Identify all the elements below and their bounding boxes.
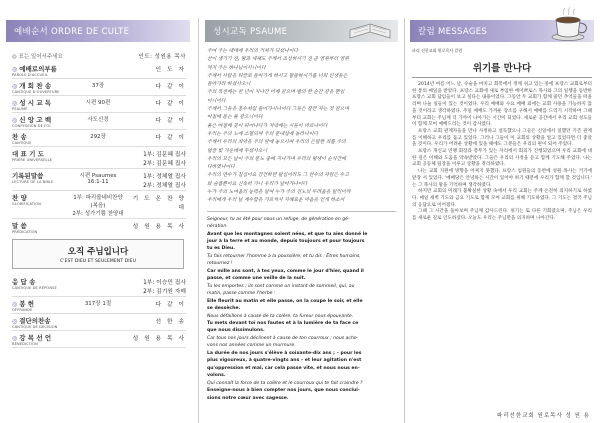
row-title: 찬 양 bbox=[12, 194, 27, 202]
message-paragraph: 프랑스 교회 관계자들을 만나 사정하고 설득했으나 그들은 신일에서 일했던 기존 관계를 이해하고 우리를 돕고 있었다. 그러나 그들이 이 교회의 상황을 알고 있었다면 더 좋았을 것이다. 우리가 어려운 상황에 있을 때에도 그분들은 우리의 편이 되어 주었다. bbox=[412, 128, 592, 148]
row-label-cell bbox=[12, 132, 72, 145]
signature: 파리선한교회 원로목사 성 원 용 bbox=[496, 413, 590, 419]
psalm-french-line: La durée de nos jours s'élève à soixante-dix ans ; – pour les bbox=[207, 350, 362, 356]
psalm-french-line: vons nos années comme un murmure. bbox=[207, 343, 296, 349]
psalm-korean-line: 주의 목전에는 천 년이 지나간 어제 같으며 밤의 한 순간 같을 뿐임 bbox=[207, 90, 345, 96]
row-detail: 사도신경 bbox=[87, 117, 109, 123]
psalm-french-line: matin, passe comme l'herbe : bbox=[207, 291, 276, 297]
row-leader: 다 같 이 bbox=[155, 118, 186, 124]
worship-list bbox=[0, 42, 196, 235]
standing-bullet-icon: ◎ bbox=[12, 66, 18, 73]
psalm-french-line: Nous défaillons à cause de ta colère, ta fureur nous épouvante. bbox=[207, 313, 354, 319]
row-leader: 다 같 이 bbox=[155, 84, 186, 90]
sermon-row bbox=[12, 219, 186, 235]
message-paragraph: 하지만 교회의 미래가 불확실한 상황 속에서 우리 교회는 주께 온전히 의지하기로 하였다. 매일 새벽 기도와 금요 기도로 함께 모여 교회를 위해 기도하였다. 그 기도는 결국 주님의 응답으로 이어졌다. bbox=[412, 189, 592, 208]
psalm-korean-line: 주께서 사람을 티끌로 돌아가게 하시고 말씀하시기를 너희 인생들은 bbox=[207, 73, 348, 79]
sermon-label-cell bbox=[12, 221, 72, 234]
row-label-cell bbox=[12, 299, 72, 312]
standing-bullet-icon: ◎ bbox=[12, 318, 18, 325]
message-banner bbox=[410, 20, 594, 42]
worship-row bbox=[12, 314, 186, 331]
message-paragraph: 2014년 여름 어느 날, 수술을 마치고 회복에서 정께 쉬고 있는 중에 프랑스 교회로부터 한 통의 메일을 받았다. 프랑스 교회에 새로 부임한 에이쁘로스 목사와 그의 일행을 동반한 프랑스 교회 담임들이 보고 싶다는 내용이었다. 그동안 두 교회가 함께 쓸던 추억들을 떠올리며 나눌 일들이 있는 것이었다. 우리 예배와 수요 예배 외에는 교회 사용을 가능하지 않을 것이라고 생각하였다. 주일 예배도 가까운 장소를 구해서 예배를 드리기 시작하여 그때부터 교회는 주님께 더 가까이 나아가는 시간이 되었다. 새로운 공간에서 우리 교회 성도들이 함께 모여 예배드리는 것이 감사였다. bbox=[412, 82, 592, 128]
standing-bullet-icon: ◎ bbox=[12, 100, 18, 107]
worship-banner-title: 예배순서 ORDRE DE CULTE bbox=[14, 27, 130, 37]
row-detail: 292장 bbox=[90, 134, 106, 140]
standing-note: ◎ 표는 일어서주세요 bbox=[12, 54, 63, 60]
row-leader: 1부: 이승민 집사 2부: 김기원 자매 bbox=[143, 280, 186, 295]
worship-row bbox=[12, 147, 186, 169]
psalm-korean-line: 산이 생기기 전, 땅과 세계도 주께서 조성하시기 전 곧 영원부터 영원 bbox=[207, 57, 349, 63]
row-label-cell bbox=[12, 115, 72, 128]
psalm-korean-line: 풀은 아침에 꽃이 피어나다가 저녁에는 시들어 마르나이다 bbox=[207, 123, 328, 129]
row-label-cell bbox=[12, 277, 72, 290]
psalm-korean-line: 얼굴 빛 가운데에 두셨사오니 bbox=[207, 148, 268, 154]
message-column bbox=[404, 0, 600, 423]
row-title: 결단의찬송 bbox=[19, 317, 51, 325]
row-leader: 다 같 이 bbox=[155, 135, 186, 141]
row-subtitle: PRIÈRE UNIVERSELLE bbox=[12, 158, 53, 162]
row-title: 기록된말씀 bbox=[12, 172, 44, 180]
psalm-korean-text bbox=[199, 42, 404, 206]
worship-row bbox=[12, 62, 186, 79]
row-title: 개 회 찬 송 bbox=[19, 82, 52, 90]
psalm-korean-line: 와 슬픔뿐이요 신속히 가니 우리가 날아가나이다 bbox=[207, 181, 308, 187]
worship-row bbox=[12, 96, 186, 113]
psalm-french-text bbox=[207, 211, 396, 402]
worship-banner bbox=[6, 20, 190, 42]
psalm-french-line: Car tous nos jours déclinent à cause de ton courroux ; nous ache- bbox=[207, 335, 359, 341]
row-title: 신 앙 고 백 bbox=[19, 116, 52, 124]
message-paragraph: 나는 교회 지원에 방향을 어찌지 못했다. 프랑스 임원들의 동반에 성원 목사는 거기에 앞장 서 있었다. '예배당은 안녕하는 시간이 있어야 하기 때문에 우리가 함께 할 것입니다.' 는 그 목사의 말을 기억하며 생각하였다. bbox=[412, 169, 592, 188]
sermon-title-french: C'EST DIEU ET SEULEMENT DIEU bbox=[60, 259, 136, 264]
row-subtitle: BÉNÉDICTION bbox=[12, 342, 38, 346]
psalm-korean-line: 다하였나이다 bbox=[207, 165, 235, 171]
row-label-cell bbox=[12, 316, 72, 329]
message-paragraph: 그때 그 시간을 돌아보며 주님께 감사드린다. 위기는 또 다른 기회였으며, 주님은 우리를 새로운 길로 인도하셨다. 오늘도 우리는 주님만을 의지하며 나아간다. bbox=[412, 209, 592, 222]
psalm-french-line: plus vigoureux, à quatre-vingts ans – et leur agitation n'est bbox=[207, 358, 362, 364]
psalm-banner bbox=[205, 20, 398, 42]
row-label-cell bbox=[12, 149, 72, 162]
row-title: 예배로의부름 bbox=[19, 65, 57, 73]
message-header: 파리 선한교회 원로목사 칼럼 bbox=[412, 48, 463, 53]
psalm-french-line: Seigneur, tu as été pour nous un refuge, de génération en gé- bbox=[207, 216, 350, 222]
sermon-title-korean: 오직 주님입니다 bbox=[67, 247, 129, 257]
worship-list-part2 bbox=[0, 273, 196, 348]
row-label-cell bbox=[12, 171, 72, 184]
psalm-french-line: Avant que les montagnes soient nées, et que tu aies donné le bbox=[207, 231, 368, 237]
row-leader: 기 도 온 찬 양 대 bbox=[132, 196, 186, 211]
row-label-cell bbox=[12, 98, 72, 111]
psalm-french-line: Tu fais retourner l'homme à la poussière, et tu dis : Êtres humains, bbox=[207, 253, 361, 259]
row-title: 찬 송 bbox=[12, 133, 27, 141]
psalm-korean-line: 주께서 그들을 홍수처럼 쓸어가시나이다 그들은 잠깐 자는 것 같으며 bbox=[207, 107, 349, 113]
psalm-french-line: Tu les emportes ; ils sont comme un instant de sommeil, qui, au bbox=[207, 283, 355, 289]
row-subtitle: CANTIQUE bbox=[12, 141, 32, 145]
row-leader: 인 도 자 bbox=[155, 67, 186, 73]
standing-bullet-icon: ◎ bbox=[12, 117, 18, 124]
psalm-korean-line: 우리의 모든 날이 주의 분노 중에 지나가며 우리의 평생이 순식간에 bbox=[207, 156, 346, 162]
row-detail: 1부: 파리볼네비찬양(복음) 2부: 성가기쁨 찬양대 bbox=[72, 195, 124, 217]
worship-row bbox=[12, 275, 186, 297]
row-detail: 시편 90편 bbox=[85, 100, 111, 106]
worship-rows-part2 bbox=[12, 275, 186, 348]
psalm-french-line: volons. bbox=[207, 373, 226, 379]
psalm-korean-line: 돌아가라 하셨사오니 bbox=[207, 82, 251, 88]
row-title: 응 답 송 bbox=[12, 278, 36, 286]
worship-row bbox=[12, 191, 186, 219]
psalm-french-line: passe, et comme une veille de la nuit. bbox=[207, 276, 306, 282]
worship-order-column bbox=[0, 0, 196, 423]
presider: 인도: 성원용 목사 bbox=[138, 54, 186, 60]
psalm-french-line: qu'oppression et mal, car cela passe vite, et nous nous en- bbox=[207, 365, 360, 371]
worship-row bbox=[12, 331, 186, 348]
row-detail: 317장 1절 bbox=[84, 301, 112, 307]
row-leader: 다 같 이 bbox=[155, 101, 186, 107]
row-title: 강 복 선 언 bbox=[19, 334, 52, 342]
message-body bbox=[404, 78, 600, 223]
worship-row bbox=[12, 79, 186, 96]
standing-bullet-icon: ◎ bbox=[12, 335, 18, 342]
psalm-french-line: tu es Dieu. bbox=[207, 246, 236, 252]
message-banner-title: 칼럼 MESSAGES bbox=[418, 27, 488, 37]
row-subtitle: CONFESSION DE FOI bbox=[12, 124, 51, 128]
open-book-icon bbox=[346, 4, 394, 42]
row-leader: 성 원 용 목 사 bbox=[132, 336, 186, 342]
sermon-sub: PRÉDICATION bbox=[12, 230, 38, 234]
psalm-french-line: Elle fleurit au matin et elle passe, on la coupe le soir, et elle bbox=[207, 298, 363, 304]
psalm-french-line: Tu mets devant toi nos fautes et à la lumière de ta face ce bbox=[207, 320, 359, 326]
message-paragraph: 프랑스 개신교 연맹 회장과 총무가 있는 자리에서 회의가 진행되었으며 우리 교회에 대한 깊은 이해와 도움을 약속받았다. 그들은 우리의 사정을 듣고 함께 기도해 주었다. 나는 교회 공동체 팀장을 이루고 상황을 정리하였다. bbox=[412, 149, 592, 168]
row-subtitle: CANTIQUE DE RÉPONSE bbox=[12, 286, 57, 290]
row-label-cell bbox=[12, 81, 72, 94]
psalm-french-line: Car mille ans sont, à tes yeux, comme le jour d'hier, quand il bbox=[207, 268, 364, 274]
coffee-cup-icon bbox=[548, 4, 592, 42]
row-label-cell bbox=[12, 333, 72, 346]
worship-row bbox=[12, 130, 186, 147]
row-title: 성 시 교 독 bbox=[19, 99, 52, 107]
row-title: 대 표 기 도 bbox=[12, 150, 44, 158]
row-leader: 선 한 송 bbox=[155, 319, 186, 325]
row-subtitle: CANTIQUE DE DÉCISION bbox=[12, 325, 58, 329]
row-subtitle: PAROLE D'ACCUEIL bbox=[12, 73, 48, 77]
worship-rows-part1 bbox=[12, 62, 186, 219]
row-leader: 1부: 김문혜 집사 2부: 김문혜 집사 bbox=[143, 152, 186, 167]
row-subtitle: PSAUME bbox=[12, 107, 28, 111]
row-leader: 다 같 이 bbox=[155, 302, 186, 308]
sermon-preacher: 성 원 용 목 사 bbox=[132, 224, 186, 230]
sermon-title-box bbox=[12, 239, 184, 269]
psalm-french-line: Enseigne-nous à bien compter nos jours, que nous conclui- bbox=[207, 388, 360, 394]
psalm-french-line: Qui connaît la force de ta colère et le courroux qui te fait craindre ? bbox=[207, 380, 363, 386]
psalm-korean-line: 주께서 우리의 죄악을 주의 앞에 놓으시며 우리의 은밀한 죄를 주의 bbox=[207, 140, 346, 146]
row-subtitle: OFFRANDE bbox=[12, 308, 33, 312]
worship-row bbox=[12, 169, 186, 191]
psalm-korean-line: 누가 주의 노여움의 능력을 알며 누가 주의 진노의 두려움을 알리이까 bbox=[207, 190, 351, 196]
psalm-french-line: retournez ! bbox=[207, 261, 233, 267]
row-subtitle: CANTIQUE D'OUVERTURE bbox=[12, 90, 60, 94]
worship-row bbox=[12, 297, 186, 314]
row-label-cell bbox=[12, 64, 72, 77]
sermon-label: 말 씀 bbox=[12, 222, 27, 230]
standing-bullet-icon: ◎ bbox=[12, 83, 18, 90]
worship-row bbox=[12, 113, 186, 130]
row-label-cell bbox=[12, 193, 72, 206]
psalm-column bbox=[199, 0, 404, 423]
row-title: 봉 헌 bbox=[19, 300, 35, 308]
psalm-french-line: jour à la terre et au monde, depuis toujours et pour toujours bbox=[207, 239, 365, 244]
psalm-banner-title: 성시교독 PSAUME bbox=[213, 27, 288, 37]
row-detail: 37장 bbox=[91, 83, 105, 89]
psalm-korean-line: 우리에게 우리 날 계수함을 가르치사 지혜로운 마음을 얻게 하소서 bbox=[207, 198, 345, 204]
psalm-korean-line: 주여 주는 대대에 우리의 거처가 되셨나이다 bbox=[207, 49, 299, 54]
psalm-korean-line: 까지 주는 하나님이시니이다 bbox=[207, 65, 266, 71]
psalm-french-line: sions notre cœur avec sagesse. bbox=[207, 395, 289, 401]
psalm-korean-line: 이니이다 bbox=[207, 98, 226, 104]
psalm-french-line: nération. bbox=[207, 224, 228, 230]
row-detail: 시편 Psaumes 16:1-11 bbox=[79, 173, 117, 185]
psalm-french-line: se dessèche. bbox=[207, 306, 241, 312]
psalm-french-line: que nous dissimulons. bbox=[207, 328, 265, 334]
psalm-korean-line: 우리는 주의 노에 소멸되며 주의 분내심에 놀라나이다 bbox=[207, 131, 319, 137]
row-subtitle: LECTURE DE LA BIBLE bbox=[12, 180, 54, 184]
psalm-korean-line: 우리의 연수가 칠십이요 강건하면 팔십이라도 그 연수의 자랑은 수고 bbox=[207, 173, 349, 179]
message-title: 위기를 만나다 bbox=[472, 63, 532, 74]
worship-header-line bbox=[12, 48, 186, 62]
row-leader: 1부: 정체열 집사 2부: 정체열 집사 bbox=[143, 174, 186, 189]
standing-bullet-icon: ◎ bbox=[12, 301, 18, 308]
psalm-korean-line: 아침에 돋는 풀 같으니이다 bbox=[207, 115, 263, 121]
row-subtitle: GLORIFICATION bbox=[12, 202, 41, 206]
